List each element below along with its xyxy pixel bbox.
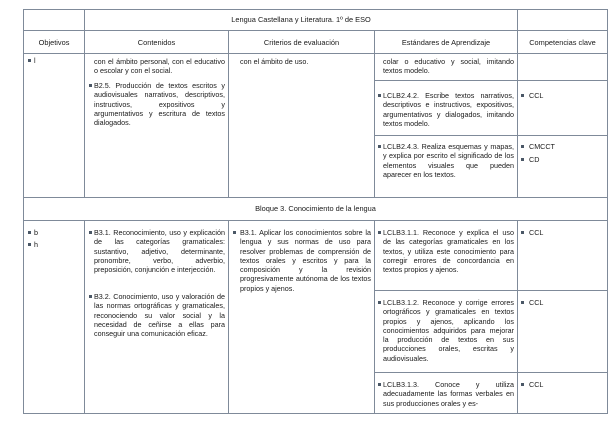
bullet-marker [89,295,92,298]
header-criterios: Criterios de evaluación [263,38,340,47]
contenido-item: B3.1. Reconocimiento, uso y explicación de las categorías gramaticales: sustantivo, adjetivo, determinante, pronombre, verbo, adverbio, preposición, conjunción e interjección. [94,228,225,275]
bullet-marker [521,231,524,234]
estandar-item: LCLB2.4.2. Escribe textos narrativos, descriptivos e instructivos, expositivos, argumentativos y dialogados, imitando textos modelo. [383,91,514,128]
bullet-marker [89,231,92,234]
bullet-marker [378,383,381,386]
criterio-item: B3.1. Aplicar los conocimientos sobre la lengua y sus normas de uso para resolver problemas de comprensión de textos orales y escritos y para la composición y la revisión progresivamente autónoma de los textos propios y ajenos. [240,228,371,293]
contenido-item: con el ámbito personal, con el educativo o escolar y con el social. [94,57,225,76]
header-objetivos: Objetivos [38,38,70,47]
objetivo-item: h [34,240,38,249]
bullet-marker [233,231,236,234]
bullet-marker [521,383,524,386]
estandar-item: LCLB3.1.1. Reconoce y explica el uso de las categorías gramaticales en los textos, y utiliza este conocimiento para corregir errores de concordancia en textos propios y ajenos. [383,228,514,275]
competencia-item: CD [529,155,540,164]
estandar-item: LCLB3.1.3. Conoce y utiliza adecuadamente las formas verbales en sus producciones orales y es- [383,380,514,408]
contenido-item: B3.2. Conocimiento, uso y valoración de las normas ortográficas y gramaticales, reconociendo su valor social y la necesidad de ceñirse a ellas para conseguir una comunicación eficaz. [94,292,225,339]
bullet-marker [521,145,524,148]
contenido-item: B2.5. Producción de textos escritos y audiovisuales narrativos, descriptivos, instructivos, expositivos y argumentativos y escritura de textos dialogados. [94,81,225,128]
bullet-marker [378,94,381,97]
bullet-marker [89,84,92,87]
bullet-marker [28,231,31,234]
bullet-marker [378,145,381,148]
bloque-title: Bloque 3. Conocimiento de la lengua [255,204,376,213]
competencia-item: CCL [529,91,544,100]
estandar-item: colar o educativo y social, imitando textos modelo. [383,57,514,76]
competencia-item: CCL [529,298,544,307]
criterio-item: con el ámbito de uso. [240,57,309,66]
estandar-item: LCLB2.4.3. Realiza esquemas y mapas, y explica por escrito el significado de los elementos visuales que pueden aparecer en los textos. [383,142,514,179]
bullet-marker [378,301,381,304]
header-contenidos: Contenidos [137,38,176,47]
objetivo-item: b [34,228,38,237]
bullet-marker [28,59,31,62]
header-estandares: Estándares de Aprendizaje [401,38,491,47]
competencia-item: CCL [529,380,544,389]
objetivo-item: l [34,56,36,65]
estandar-item: LCLB3.1.2. Reconoce y corrige errores ortográficos y gramaticales en textos propios y ajenos, aplicando los conocimientos adquiridos para mejorar la producción de textos en sus producciones orales, escritas y audiovisuales. [383,298,514,363]
header-competencias: Competencias clave [529,38,596,47]
competencia-item: CCL [529,228,544,237]
bullet-marker [28,243,31,246]
bullet-marker [521,94,524,97]
competencia-item: CMCCT [529,142,555,151]
bullet-marker [521,158,524,161]
bullet-marker [521,301,524,304]
bullet-marker [378,231,381,234]
table-title: Lengua Castellana y Literatura. 1º de ESO [231,15,371,24]
